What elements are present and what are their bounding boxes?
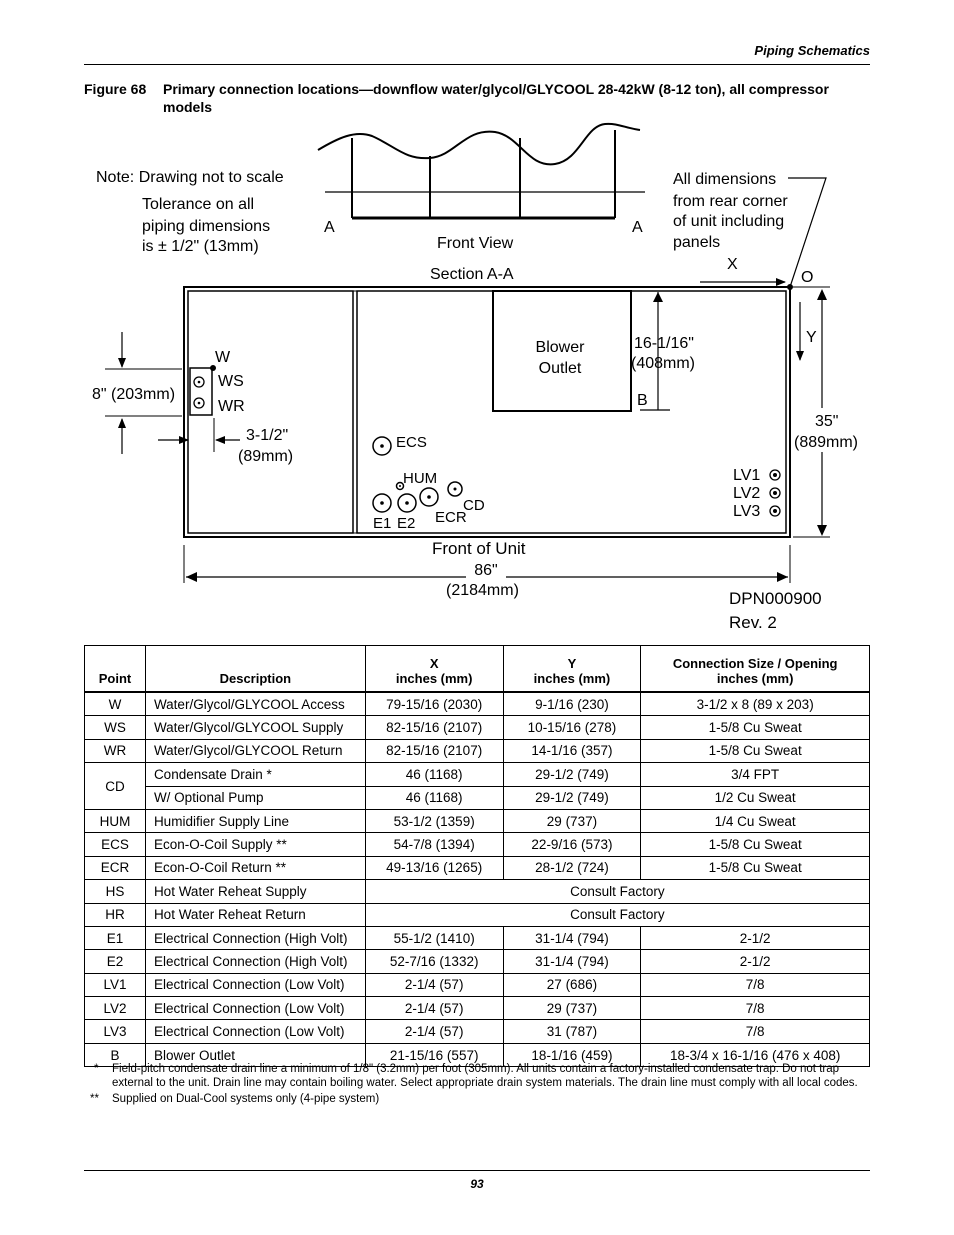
table-header-row (85, 646, 870, 693)
figure-number: Figure 68 (84, 81, 147, 97)
cell-x: 21-15/16 (557) (365, 1043, 503, 1066)
e1-connection-dot (380, 501, 384, 505)
dim-86-label-2: (2184mm) (446, 582, 519, 599)
cell-consult-factory: Consult Factory (365, 903, 869, 926)
dims-note-line-4: panels (673, 234, 721, 251)
cell-point: CD (85, 763, 146, 810)
cell-description: Hot Water Reheat Return (145, 903, 365, 926)
header-y-line2: inches (mm) (533, 671, 611, 686)
dim-86-label-1: 86" (474, 562, 498, 579)
cell-y: 31-1/4 (794) (503, 926, 641, 949)
cell-y: 31-1/4 (794) (503, 950, 641, 973)
cell-description: Electrical Connection (Low Volt) (145, 997, 365, 1020)
cell-point: HS (85, 880, 146, 903)
y-axis-label: Y (806, 329, 817, 346)
dims-note-line-3: of unit including (673, 213, 785, 230)
ecr-connection-dot (427, 495, 431, 499)
cell-point: HR (85, 903, 146, 926)
cell-size: 7/8 (641, 973, 870, 996)
figure-caption-text: Primary connection locations—downflow water/glycol/GLYCOOL 28-42kW (8-12 ton), all compressor models (163, 81, 829, 115)
header-description: Description (145, 646, 365, 693)
cell-y: 22-9/16 (573) (503, 833, 641, 856)
origin-point (787, 284, 793, 290)
cell-x: 53-1/2 (1359) (365, 809, 503, 832)
header-size (641, 646, 870, 693)
cell-description: Hot Water Reheat Supply (145, 880, 365, 903)
cell-size: 7/8 (641, 997, 870, 1020)
header-y (503, 646, 641, 693)
cell-description: Water/Glycol/GLYCOOL Return (145, 739, 365, 762)
cell-point: B (85, 1043, 146, 1066)
blower-label-2: Outlet (538, 360, 582, 377)
cell-size: 1/2 Cu Sweat (641, 786, 870, 809)
table-row (85, 716, 870, 739)
table-row (85, 763, 870, 786)
cell-description: Electrical Connection (High Volt) (145, 926, 365, 949)
cell-size: 1-5/8 Cu Sweat (641, 833, 870, 856)
header-point: Point (85, 646, 146, 693)
e2-label: E2 (397, 515, 416, 532)
cell-size: 1-5/8 Cu Sweat (641, 716, 870, 739)
cell-x: 46 (1168) (365, 763, 503, 786)
cell-y: 18-1/16 (459) (503, 1043, 641, 1066)
cell-x: 79-15/16 (2030) (365, 692, 503, 716)
table-row (85, 950, 870, 973)
front-view-label: Front View (437, 235, 514, 252)
dim-35-arrow-top (817, 289, 827, 300)
cell-size: 3/4 FPT (641, 763, 870, 786)
connection-table (84, 645, 870, 1067)
cell-size: 7/8 (641, 1020, 870, 1043)
dim-3half-label-2: (89mm) (238, 448, 294, 465)
drawing-revision: Rev. 2 (729, 613, 777, 632)
footer-rule (84, 1170, 870, 1171)
footnote (84, 1092, 870, 1106)
lv1-connection-dot (773, 473, 777, 477)
cell-x: 82-15/16 (2107) (365, 716, 503, 739)
table-row (85, 997, 870, 1020)
cell-point: LV2 (85, 997, 146, 1020)
cell-point: E1 (85, 926, 146, 949)
ws-label: WS (218, 373, 244, 390)
header-x-line1: X (429, 656, 439, 671)
cell-point: ECR (85, 856, 146, 879)
cell-consult-factory: Consult Factory (365, 880, 869, 903)
cell-point: WR (85, 739, 146, 762)
header-y-line1: Y (567, 656, 577, 671)
cell-y: 28-1/2 (724) (503, 856, 641, 879)
cell-description: Humidifier Supply Line (145, 809, 365, 832)
cell-description: Blower Outlet (145, 1043, 365, 1066)
table-row (85, 903, 870, 926)
cell-size: 3-1/2 x 8 (89 x 203) (641, 692, 870, 716)
cell-x: 52-7/16 (1332) (365, 950, 503, 973)
w-label: W (215, 349, 231, 366)
ecs-connection-dot (380, 444, 384, 448)
table-row (85, 786, 870, 809)
dim-16-label-2: (408mm) (631, 355, 696, 372)
tolerance-line-3: is ± 1/2" (13mm) (142, 238, 259, 255)
cell-x: 2-1/4 (57) (365, 997, 503, 1020)
dim-3half-label-1: 3-1/2" (246, 427, 289, 444)
tolerance-line-2: piping dimensions (142, 218, 271, 235)
cell-description: Electrical Connection (Low Volt) (145, 973, 365, 996)
dim-35-arrow-bottom (817, 525, 827, 536)
cell-size: 2-1/2 (641, 950, 870, 973)
dim-16-label-1: 16-1/16" (634, 335, 694, 352)
dim-86-arrow-left (186, 572, 197, 582)
dim-86-arrow-right (777, 572, 788, 582)
section-marker-right: A (632, 219, 643, 236)
footnote-mark: * (94, 1063, 99, 1075)
cell-point: W (85, 692, 146, 716)
table-row (85, 833, 870, 856)
lv3-label: LV3 (733, 503, 761, 520)
footnote-mark: ** (90, 1093, 99, 1105)
cell-y: 14-1/16 (357) (503, 739, 641, 762)
footnote-text: Supplied on Dual-Cool systems only (4-pipe system) (112, 1093, 380, 1105)
blower-label-1: Blower (535, 339, 585, 356)
lv3-connection-dot (773, 509, 777, 513)
dims-note-line-1: All dimensions (673, 171, 777, 188)
b-label: B (637, 392, 648, 409)
cell-point: WS (85, 716, 146, 739)
cell-size: 2-1/2 (641, 926, 870, 949)
lv1-label: LV1 (733, 467, 761, 484)
table-row (85, 880, 870, 903)
dims-note-line-2: from rear corner (673, 193, 788, 210)
footnotes (84, 1062, 870, 1108)
footnote-text: Field-pitch condensate drain line a minimum of 1/8" (3.2mm) per foot (305mm). All units contain a factory-installed condensate trap. Do not trap external to the unit. Drain line may contain boiling water. Select appropriate drain system materials. The drain line must comply with all local codes. (112, 1063, 858, 1089)
note-not-to-scale: Note: Drawing not to scale (96, 169, 284, 186)
cell-description: Electrical Connection (Low Volt) (145, 1020, 365, 1043)
cell-x: 2-1/4 (57) (365, 1020, 503, 1043)
dim-8-label: 8" (203mm) (92, 386, 176, 403)
header-size-line2: inches (mm) (716, 671, 794, 686)
cell-x: 54-7/8 (1394) (365, 833, 503, 856)
ecr-label: ECR (435, 509, 467, 526)
cell-y: 31 (787) (503, 1020, 641, 1043)
ws-connection-dot (198, 381, 201, 384)
cd-label: CD (463, 497, 485, 514)
cell-point: E2 (85, 950, 146, 973)
page-number: 93 (470, 1177, 484, 1191)
table-row (85, 973, 870, 996)
cell-description: Electrical Connection (High Volt) (145, 950, 365, 973)
cell-point: ECS (85, 833, 146, 856)
e1-label: E1 (373, 515, 392, 532)
dim-35-label-1: 35" (815, 413, 839, 430)
section-marker-left: A (324, 219, 335, 236)
cell-x: 2-1/4 (57) (365, 973, 503, 996)
table-row (85, 739, 870, 762)
table-row (85, 809, 870, 832)
cell-y: 29 (737) (503, 809, 641, 832)
cell-y: 27 (686) (503, 973, 641, 996)
unit-outline (184, 287, 790, 537)
section-title: Piping Schematics (754, 43, 870, 58)
ecs-label: ECS (396, 434, 427, 451)
cell-y: 29-1/2 (749) (503, 786, 641, 809)
wr-label: WR (218, 398, 245, 415)
drawing-number: DPN000900 (729, 589, 822, 608)
cell-size: 18-3/4 x 16-1/16 (476 x 408) (641, 1043, 870, 1066)
table-row (85, 926, 870, 949)
cell-y: 29-1/2 (749) (503, 763, 641, 786)
header-size-line1: Connection Size / Opening (672, 656, 838, 671)
header-x-line2: inches (mm) (395, 671, 473, 686)
footnote (84, 1062, 870, 1090)
cell-x: 46 (1168) (365, 786, 503, 809)
dim-16-arrow-top (653, 292, 663, 302)
lv2-connection-dot (773, 491, 777, 495)
x-axis-label: X (727, 256, 738, 273)
hum-label: HUM (403, 470, 438, 487)
cell-point: LV1 (85, 973, 146, 996)
cell-description: Condensate Drain * (145, 763, 365, 786)
dim-35-label-2: (889mm) (794, 434, 859, 451)
cell-size: 1-5/8 Cu Sweat (641, 739, 870, 762)
table-row (85, 692, 870, 716)
cell-x: 82-15/16 (2107) (365, 739, 503, 762)
cd-connection-dot (454, 488, 457, 491)
origin-label: O (801, 269, 814, 286)
cell-description: Econ-O-Coil Supply ** (145, 833, 365, 856)
table-row (85, 1020, 870, 1043)
cell-description: Water/Glycol/GLYCOOL Supply (145, 716, 365, 739)
cell-y: 10-15/16 (278) (503, 716, 641, 739)
cell-y: 9-1/16 (230) (503, 692, 641, 716)
tolerance-line-1: Tolerance on all (142, 196, 255, 213)
table-row (85, 856, 870, 879)
front-of-unit-label: Front of Unit (432, 539, 526, 558)
cell-description: Econ-O-Coil Return ** (145, 856, 365, 879)
front-view-sketch (318, 124, 645, 218)
wr-connection-dot (198, 402, 201, 405)
section-a-a-label: Section A-A (430, 266, 514, 283)
cell-description: Water/Glycol/GLYCOOL Access (145, 692, 365, 716)
lv2-label: LV2 (733, 485, 761, 502)
header-x (365, 646, 503, 693)
e2-connection-dot (405, 501, 409, 505)
cell-size: 1/4 Cu Sweat (641, 809, 870, 832)
cell-x: 55-1/2 (1410) (365, 926, 503, 949)
cell-point: HUM (85, 809, 146, 832)
cell-point: LV3 (85, 1020, 146, 1043)
cell-description: W/ Optional Pump (145, 786, 365, 809)
hum-connection-dot (399, 485, 401, 487)
cell-size: 1-5/8 Cu Sweat (641, 856, 870, 879)
cell-y: 29 (737) (503, 997, 641, 1020)
cell-x: 49-13/16 (1265) (365, 856, 503, 879)
